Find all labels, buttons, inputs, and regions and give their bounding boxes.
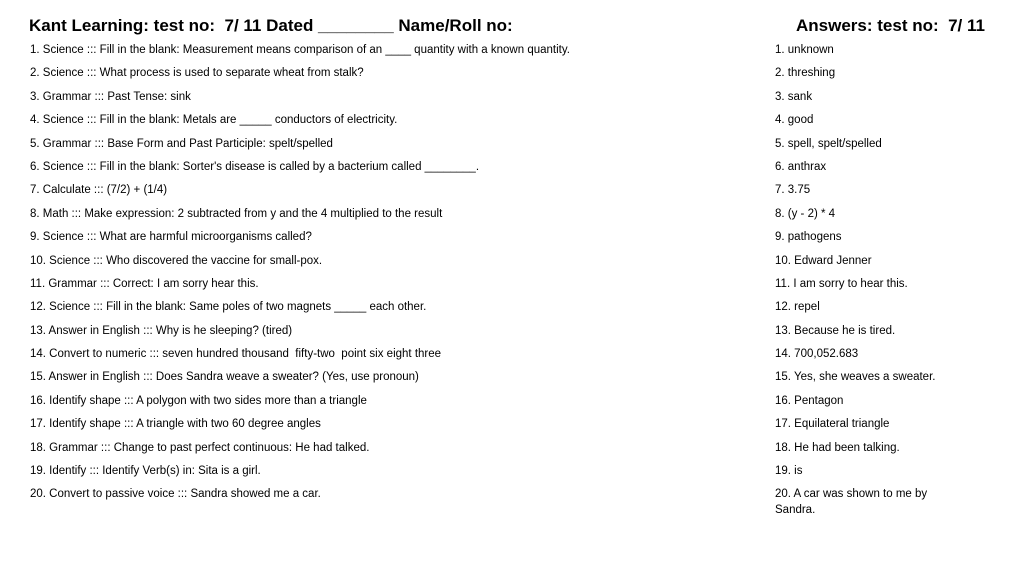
question-item: 8. Math ::: Make expression: 2 subtracted from y and the 4 multiplied to the result [30, 207, 443, 220]
question-item: 6. Science ::: Fill in the blank: Sorter's disease is called by a bacterium called ________. [30, 160, 480, 173]
question-item: 14. Convert to numeric ::: seven hundred thousand fifty-two point six eight three [30, 348, 442, 361]
question-item: 9. Science ::: What are harmful microorganisms called? [30, 231, 312, 244]
question-item: 1. Science ::: Fill in the blank: Measurement means comparison of an ____ quantity with a known quantity. [30, 44, 570, 56]
question-item: 11. Grammar ::: Correct: I am sorry hear this. [30, 277, 259, 290]
answer-item: 20. A car was shown to me by Sandra. [775, 488, 931, 517]
answer-item: 6. anthrax [775, 160, 827, 173]
answer-item: 5. spell, spelt/spelled [775, 137, 882, 150]
answer-item: 9. pathogens [775, 231, 842, 244]
answers-title: Answers: test no: 7/ 11 [796, 16, 985, 35]
question-item: 18. Grammar ::: Change to past perfect continuous: He had talked. [30, 441, 370, 454]
answer-item: 11. I am sorry to hear this. [775, 277, 908, 290]
answer-item: 1. unknown [775, 44, 834, 56]
question-item: 12. Science ::: Fill in the blank: Same poles of two magnets _____ each other. [30, 301, 427, 314]
answer-item: 7. 3.75 [775, 184, 811, 197]
answer-item: 18. He had been talking. [775, 441, 900, 454]
question-item: 2. Science ::: What process is used to separate wheat from stalk? [30, 67, 364, 80]
answer-item: 2. threshing [775, 67, 836, 80]
question-item: 4. Science ::: Fill in the blank: Metals are _____ conductors of electricity. [30, 114, 398, 127]
answer-item: 10. Edward Jenner [775, 254, 872, 267]
question-item: 13. Answer in English ::: Why is he sleeping? (tired) [30, 324, 293, 337]
question-item: 19. Identify ::: Identify Verb(s) in: Sita is a girl. [30, 465, 261, 478]
answer-item: 4. good [775, 114, 814, 127]
answer-list [775, 42, 955, 517]
answer-item: 15. Yes, she weaves a sweater. [775, 371, 936, 384]
question-item: 10. Science ::: Who discovered the vaccine for small-pox. [30, 254, 323, 267]
answer-item: 19. is [775, 465, 803, 478]
answer-item: 13. Because he is tired. [775, 324, 896, 337]
answer-item: 16. Pentagon [775, 394, 844, 407]
question-item: 15. Answer in English ::: Does Sandra weave a sweater? (Yes, use pronoun) [30, 371, 419, 384]
question-item: 7. Calculate ::: (7/2) + (1/4) [30, 184, 168, 197]
question-item: 17. Identify shape ::: A triangle with two 60 degree angles [30, 418, 321, 431]
question-item: 16. Identify shape ::: A polygon with two sides more than a triangle [30, 394, 367, 407]
answer-item: 8. (y - 2) * 4 [775, 207, 836, 220]
question-item: 20. Convert to passive voice ::: Sandra showed me a car. [30, 488, 321, 501]
answer-item: 12. repel [775, 301, 820, 314]
question-item: 5. Grammar ::: Base Form and Past Participle: spelt/spelled [30, 137, 333, 150]
worksheet-title: Kant Learning: test no: 7/ 11 Dated ________ Name/Roll no: [29, 16, 513, 35]
answer-item: 14. 700,052.683 [775, 348, 859, 361]
question-item: 3. Grammar ::: Past Tense: sink [30, 90, 191, 103]
question-list [30, 42, 750, 510]
answer-item: 3. sank [775, 90, 813, 103]
answer-item: 17. Equilateral triangle [775, 418, 890, 431]
